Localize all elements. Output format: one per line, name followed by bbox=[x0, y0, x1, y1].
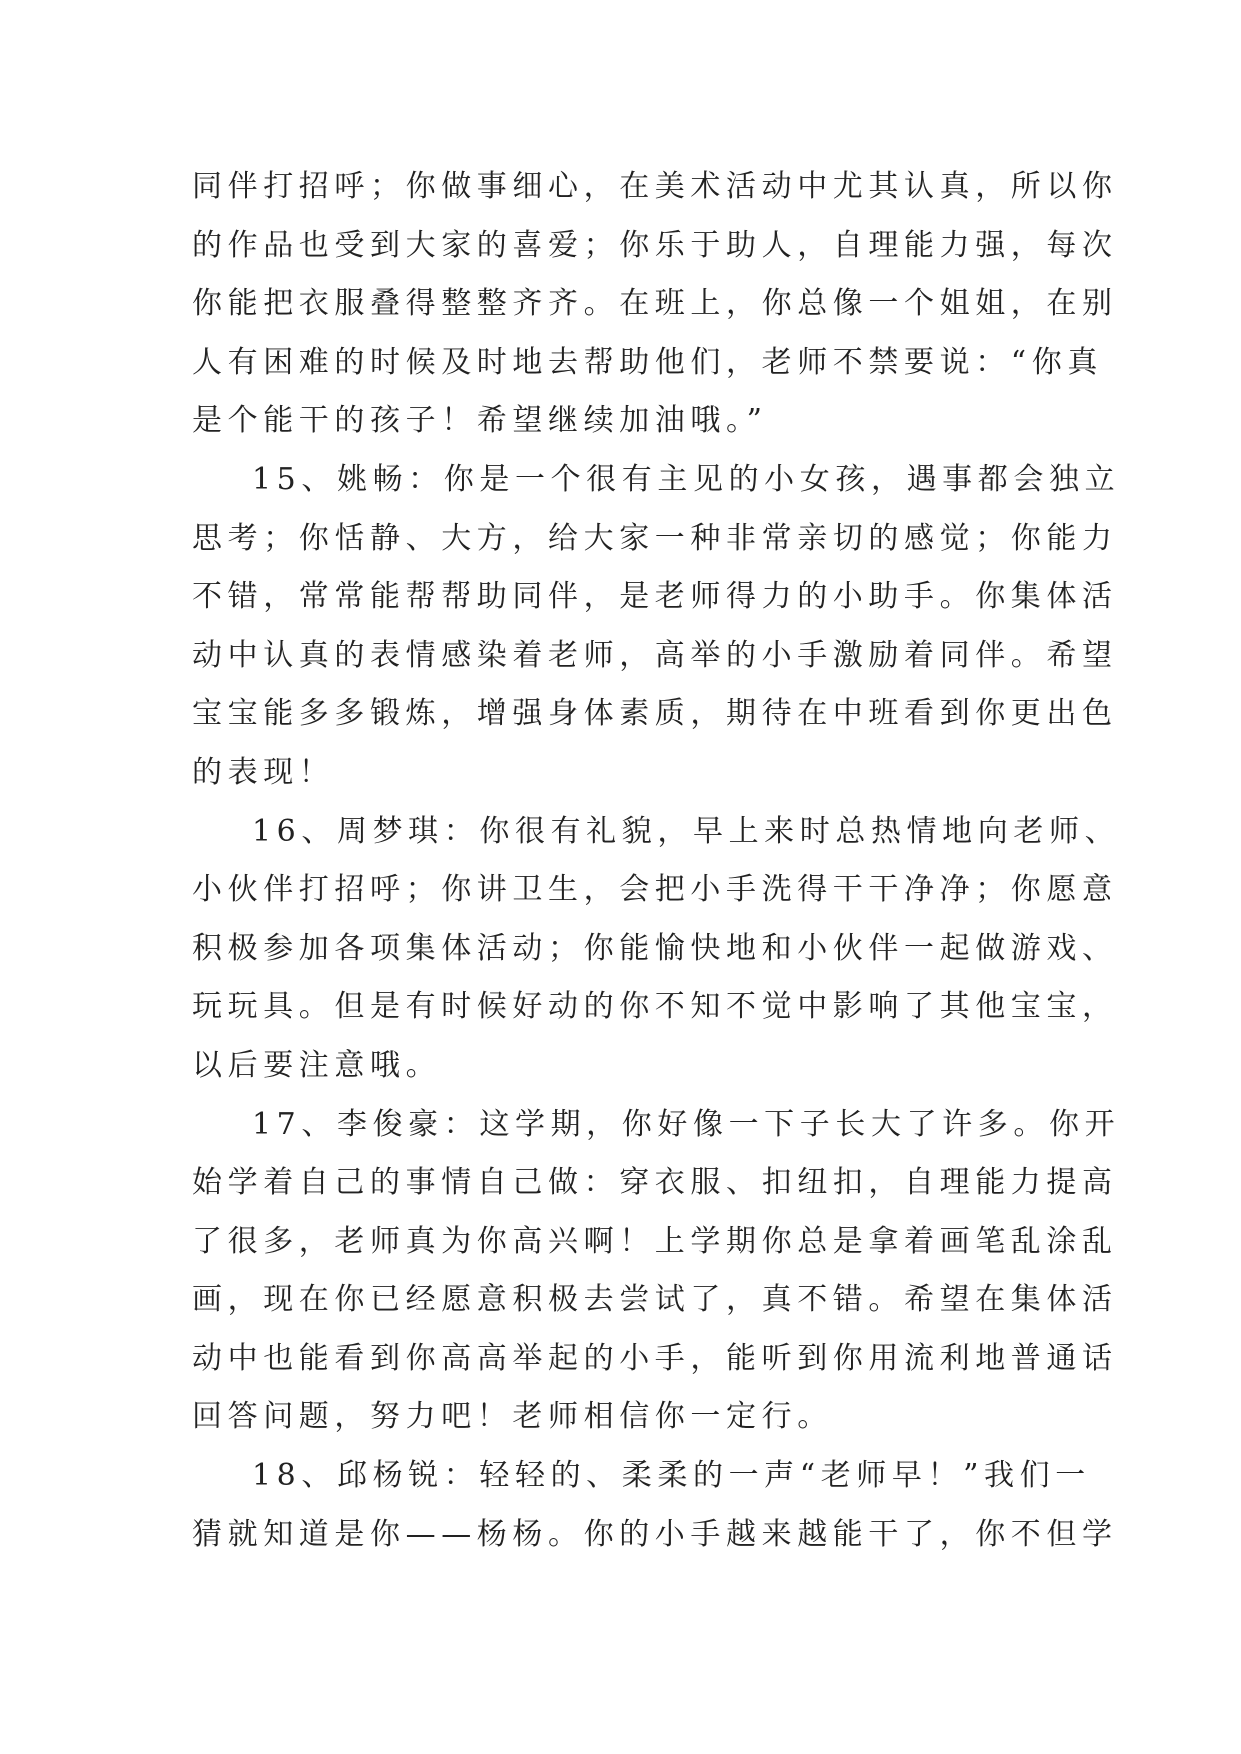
text-line: 了很多，老师真为你高兴啊！上学期你总是拿着画笔乱涂乱 bbox=[192, 1223, 1118, 1259]
text-line: 动中也能看到你高高举起的小手，能听到你用流利地普通话 bbox=[192, 1340, 1118, 1376]
paragraph-start-line: 16、周梦琪：你很有礼貌，早上来时总热情地向老师、 bbox=[252, 813, 1121, 849]
text-line: 积极参加各项集体活动；你能愉快地和小伙伴一起做游戏、 bbox=[192, 930, 1118, 966]
text-line: 人有困难的时候及时地去帮助他们，老师不禁要说：“你真 bbox=[192, 344, 1103, 380]
text-line: 画，现在你已经愿意积极去尝试了，真不错。希望在集体活 bbox=[192, 1282, 1118, 1318]
text-line: 始学着自己的事情自己做：穿衣服、扣纽扣，自理能力提高 bbox=[192, 1165, 1118, 1201]
paragraph-start-line: 17、李俊豪：这学期，你好像一下子长大了许多。你开 bbox=[252, 1106, 1121, 1142]
text-line: 动中认真的表情感染着老师，高举的小手激励着同伴。希望 bbox=[192, 637, 1118, 673]
text-line: 不错，常常能帮帮助同伴，是老师得力的小助手。你集体活 bbox=[192, 579, 1118, 615]
text-line: 猜就知道是你——杨杨。你的小手越来越能干了，你不但学 bbox=[192, 1516, 1118, 1552]
text-line: 思考；你恬静、大方，给大家一种非常亲切的感觉；你能力 bbox=[192, 520, 1118, 556]
paragraph-start-line: 15、姚畅：你是一个很有主见的小女孩，遇事都会独立 bbox=[252, 461, 1121, 497]
text-line: 玩玩具。但是有时候好动的你不知不觉中影响了其他宝宝， bbox=[192, 989, 1118, 1025]
document-body bbox=[192, 158, 1121, 1564]
paragraph-start-line: 18、邱杨锐：轻轻的、柔柔的一声“老师早！”我们一 bbox=[252, 1458, 1091, 1494]
text-line: 小伙伴打招呼；你讲卫生，会把小手洗得干干净净；你愿意 bbox=[192, 872, 1118, 908]
text-line: 是个能干的孩子！希望继续加油哦。” bbox=[192, 403, 768, 439]
text-line: 回答问题，努力吧！老师相信你一定行。 bbox=[192, 1399, 833, 1435]
text-line: 你能把衣服叠得整整齐齐。在班上，你总像一个姐姐，在别 bbox=[192, 286, 1118, 322]
text-line: 以后要注意哦。 bbox=[192, 1047, 442, 1083]
text-line: 的表现！ bbox=[192, 754, 335, 790]
text-line: 的作品也受到大家的喜爱；你乐于助人，自理能力强，每次 bbox=[192, 227, 1118, 263]
text-line: 宝宝能多多锻炼，增强身体素质，期待在中班看到你更出色 bbox=[192, 696, 1118, 732]
text-line: 同伴打招呼；你做事细心，在美术活动中尤其认真，所以你 bbox=[192, 169, 1118, 204]
